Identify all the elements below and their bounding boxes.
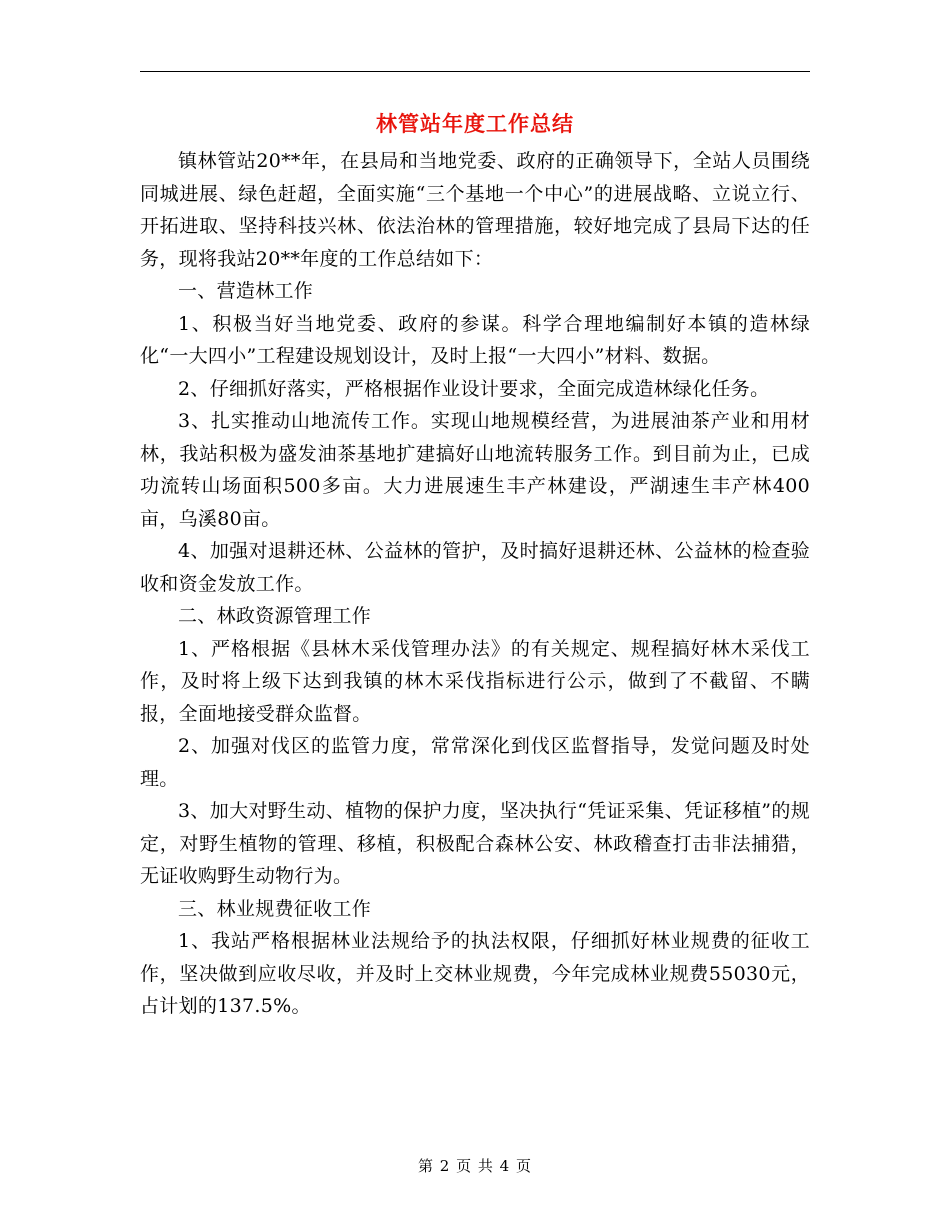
section-heading-fees: 三、林业规费征收工作 <box>178 897 372 920</box>
paragraph: 1、严格根据《县林木采伐管理办法》的有关规定、规程搞好林木采伐工作，及时将上级下达到我镇的林木采伐指标进行公示，做到了不截留、不瞒报，全面地接受群众监督。 <box>140 637 810 725</box>
paragraph: 2、加强对伐区的监管力度，常常深化到伐区监督指导，发觉问题及时处理。 <box>140 735 810 790</box>
paragraph: 3、扎实推动山地流传工作。实现山地规模经营，为进展油茶产业和用材林，我站积极为盛发油茶基地扩建搞好山地流转服务工作。到目前为止，已成功流转山场面积500多亩。大力进展速生丰产林建设，严湖速生丰产林400亩，乌溪80亩。 <box>140 410 810 530</box>
paragraph: 3、加大对野生动、植物的保护力度，坚决执行“凭证采集、凭证移植”的规定，对野生植物的管理、移植，积极配合森林公安、林政稽查打击非法捕猎，无证收购野生动物行为。 <box>140 800 810 887</box>
document-title: 林管站年度工作总结 <box>376 112 574 136</box>
intro-paragraph: 镇林管站20**年，在县局和当地党委、政府的正确领导下，全站人员围绕同城进展、绿色赶超，全面实施“三个基地一个中心”的进展战略、立说立行、开拓进取、坚持科技兴林、依法治林的管理措施，较好地完成了县局下达的任务，现将我站20**年度的工作总结如下： <box>140 150 810 270</box>
paragraph: 1、我站严格根据林业法规给予的执法权限，仔细抓好林业规费的征收工作，坚决做到应收尽收，并及时上交林业规费，今年完成林业规费55030元，占计划的137.5%。 <box>140 930 810 1017</box>
section-heading-afforestation: 一、营造林工作 <box>178 280 314 302</box>
document-body <box>140 145 810 1023</box>
paragraph: 2、仔细抓好落实，严格根据作业设计要求，全面完成造林绿化任务。 <box>178 377 770 400</box>
section-heading-forest-resources: 二、林政资源管理工作 <box>178 605 372 627</box>
page-number-footer: 第 2 页 共 4 页 <box>418 1157 532 1175</box>
paragraph: 1、积极当好当地党委、政府的参谋。科学合理地编制好本镇的造林绿化“一大四小”工程建设规划设计，及时上报“一大四小”材料、数据。 <box>140 312 810 367</box>
header-rule <box>140 71 810 72</box>
paragraph: 4、加强对退耕还林、公益林的管护，及时搞好退耕还林、公益林的检查验收和资金发放工作。 <box>140 540 810 595</box>
